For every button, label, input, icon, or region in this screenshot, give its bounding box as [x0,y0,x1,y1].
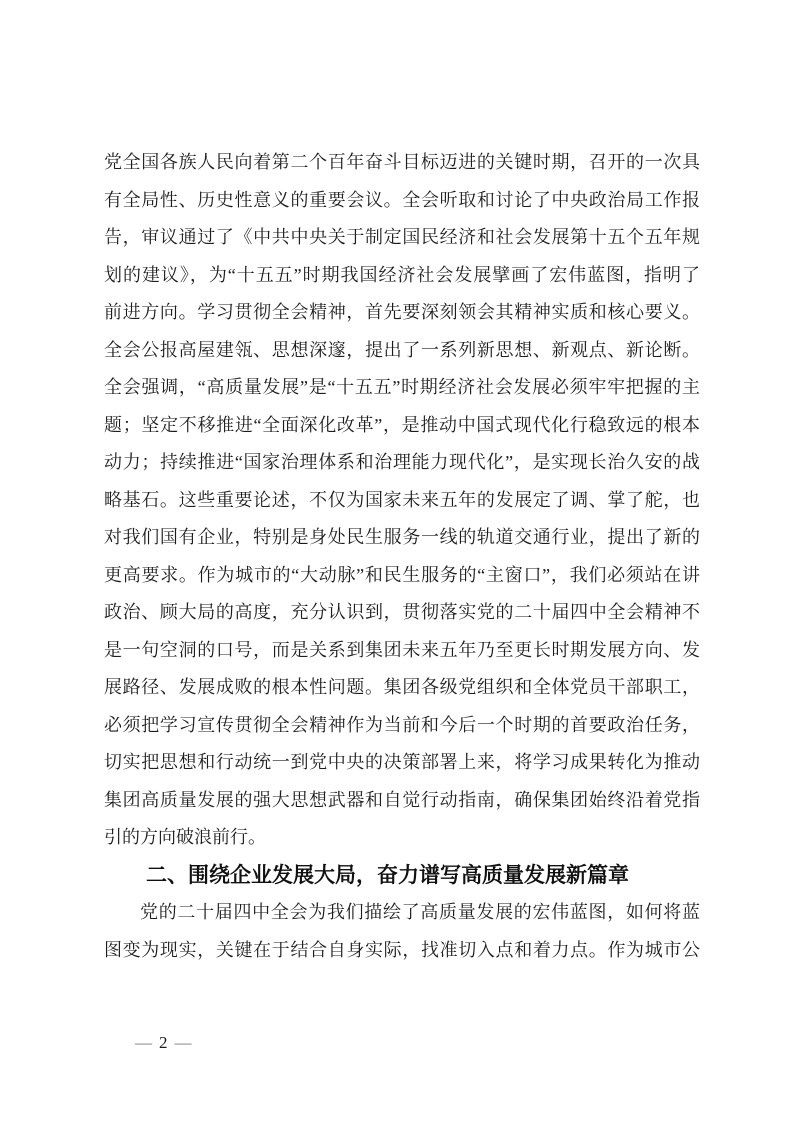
body-line: 略基石。这些重要论述，不仅为国家未来五年的发展定了调、掌了舵，也 [104,489,700,510]
body-line: 集团高质量发展的强大思想武器和自觉行动指南，确保集团始终沿着党指 [104,789,700,810]
body-line: 展路径、发展成败的根本性问题。集团各级党组织和全体党员干部职工， [104,677,700,697]
footer-left-dash: — [135,1033,152,1052]
document-body [104,144,700,969]
body-line: 是一句空洞的口号，而是关系到集团未来五年乃至更长时期发展方向、发 [104,639,700,660]
body-line: 引的方向破浪前行。 [104,827,266,847]
body-line: 对我们国有企业，特别是身处民生服务一线的轨道交通行业，提出了新的 [104,527,700,547]
body-line: 告，审议通过了《中共中央关于制定国民经济和社会发展第十五个五年规 [104,227,700,247]
body-line: 切实把思想和行动统一到党中央的决策部署上来，将学习成果转化为推动 [104,752,700,772]
body-line: 有全局性、历史性意义的重要会议。全会听取和讨论了中央政治局工作报 [104,189,700,210]
section-heading: 二、围绕企业发展大局，奋力谱写高质量发展新篇章 [146,863,629,887]
body-line: 党全国各族人民向着第二个百年奋斗目标迈进的关键时期，召开的一次具 [104,152,700,172]
body-line: 政治、顾大局的高度，充分认识到，贯彻落实党的二十届四中全会精神不 [104,602,700,622]
body-line: 图变为现实，关键在于结合自身实际，找准切入点和着力点。作为城市公 [104,939,700,960]
body-line: 全会公报高屋建瓴、思想深邃，提出了一系列新思想、新观点、新论断。 [104,339,700,360]
body-line: 党的二十届四中全会为我们描绘了高质量发展的宏伟蓝图，如何将蓝 [140,902,700,922]
body-line: 更高要求。作为城市的“大动脉”和民生服务的“主窗口”，我们必须站在讲 [104,564,700,585]
page-footer [128,1030,199,1056]
body-line: 前进方向。学习贯彻全会精神，首先要深刻领会其精神实质和核心要义。 [104,302,700,322]
page-number: 2 [159,1033,168,1052]
body-line: 全会强调，“高质量发展”是“十五五”时期经济社会发展必须牢牢把握的主 [104,377,700,397]
body-line: 划的建议》，为“十五五”时期我国经济社会发展擘画了宏伟蓝图，指明了 [104,264,700,285]
body-line: 必须把学习宣传贯彻全会精神作为当前和今后一个时期的首要政治任务， [104,714,700,735]
footer-right-dash: — [174,1033,192,1052]
body-line: 题；坚定不移推进“全面深化改革”，是推动中国式现代化行稳致远的根本 [104,414,700,435]
body-line: 动力；持续推进“国家治理体系和治理能力现代化”，是实现长治久安的战 [104,452,700,472]
